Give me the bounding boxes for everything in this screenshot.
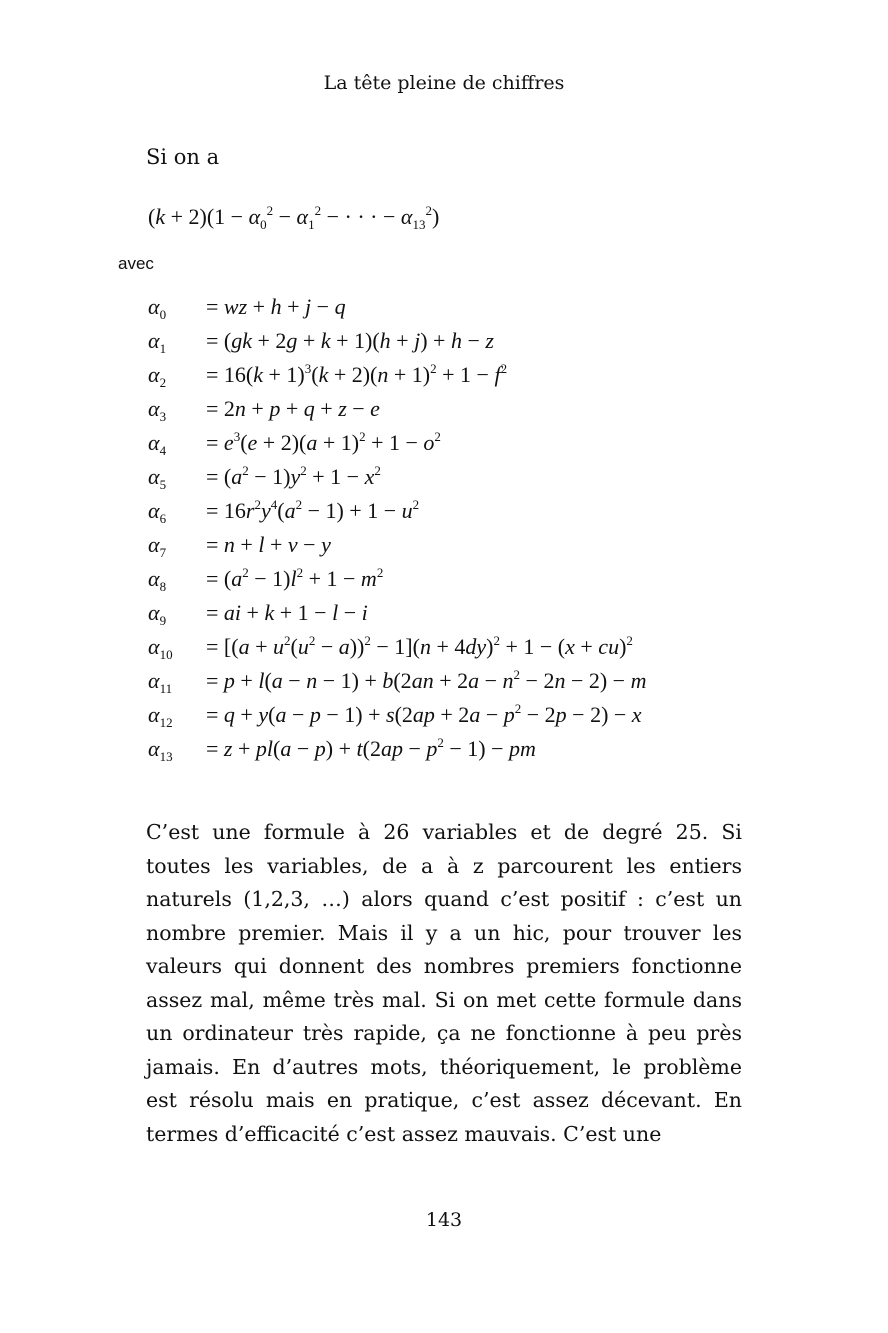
equation-rhs: = $(a^2 - 1)y^2 + 1 - x^2$	[206, 463, 381, 489]
equation-lhs: $\alpha_5$	[148, 464, 167, 492]
intro-text: Si on a	[146, 145, 220, 169]
equation-lhs: $\alpha_{12}$	[148, 702, 173, 730]
equation-rhs: = $16(k + 1)^3(k + 2)(n + 1)^2 + 1 - f^2$	[206, 361, 508, 387]
equation-lhs: $\alpha_0$	[148, 294, 167, 322]
equation-rhs: = $q + y(a - p - 1) + s(2ap + 2a - p^2 - 2p - 2) - x$	[206, 701, 642, 727]
equation-lhs: $\alpha_6$	[148, 498, 167, 526]
equation-rhs: = (gk + 2g + k + 1)(h + j) + h − z	[206, 328, 494, 353]
equation-lhs: $\alpha_9$	[148, 600, 167, 628]
equation-row	[148, 358, 646, 392]
equation-lhs: $\alpha_7$	[148, 532, 167, 560]
equation-lhs: $\alpha_4$	[148, 430, 167, 458]
equation-row	[148, 596, 646, 630]
equation-lhs: $\alpha_{10}$	[148, 634, 173, 662]
main-expression: $(k + 2)(1 - \alpha_0^2 - \alpha_1^2$ − · · · − $\alpha_{13}^2$)	[148, 203, 440, 232]
equation-row	[148, 732, 646, 766]
equation-lhs: $\alpha_2$	[148, 362, 167, 390]
equation-row	[148, 392, 646, 426]
equation-lhs: $\alpha_8$	[148, 566, 167, 594]
equation-row	[148, 562, 646, 596]
equation-row	[148, 698, 646, 732]
equation-lhs: $\alpha_{13}$	[148, 736, 173, 764]
equation-row	[148, 290, 646, 324]
page-number: 143	[425, 1209, 463, 1231]
body-paragraph: C’est une formule à 26 variables et de degré 25. Si toutes les variables, de a à z parcourent les entiers naturels (1,2,3, …) alors quand c’est positif : c’est un nombre premier. Mais il y a un hic, pour trouver les valeurs qui donnent des nombres premiers fonctionne assez mal, même très mal. Si on met cette formule dans un ordinateur très rapide, ça ne fonctionne à peu près jamais. En d’autres mots, théoriquement, le problème est résolu mais en pratique, c’est assez décevant. En termes d’efficacité c’est assez mauvais. C’est une	[146, 820, 742, 1146]
equation-rhs: = $p + l(a - n - 1) + b(2an + 2a - n^2 - 2n - 2) - m$	[206, 667, 647, 693]
equation-list	[148, 290, 646, 766]
equation-rhs: = $16r^2y^4(a^2 - 1) + 1 - u^2$	[206, 497, 420, 523]
running-header: La tête pleine de chiffres	[323, 72, 565, 94]
equation-rhs: = n + l + v − y	[206, 532, 331, 557]
equation-rhs: = wz + h + j − q	[206, 294, 346, 319]
equation-row	[148, 494, 646, 528]
equation-rhs: = ai + k + 1 − l − i	[206, 600, 368, 625]
equation-lhs: $\alpha_{11}$	[148, 668, 173, 696]
equation-row	[148, 460, 646, 494]
equation-lhs: $\alpha_3$	[148, 396, 167, 424]
equation-lhs: $\alpha_1$	[148, 328, 167, 356]
equation-row	[148, 630, 646, 664]
equation-rhs: = $(a^2 - 1)l^2 + 1 - m^2$	[206, 565, 384, 591]
equation-rhs: = $z + pl(a - p) + t(2ap - p^2 - 1)$ − pm	[206, 735, 536, 761]
equation-row	[148, 324, 646, 358]
equation-row	[148, 528, 646, 562]
avec-label: avec	[118, 254, 154, 273]
equation-rhs: = 2n + p + q + z − e	[206, 396, 380, 421]
equation-rhs: = $[(a + u^2(u^2 - a))^2 - 1](n + 4dy)^2 + 1 - (x + cu)^2$	[206, 633, 633, 659]
equation-row	[148, 426, 646, 460]
equation-row	[148, 664, 646, 698]
equation-rhs: = $e^3(e + 2)(a + 1)^2 + 1 - o^2$	[206, 429, 441, 455]
